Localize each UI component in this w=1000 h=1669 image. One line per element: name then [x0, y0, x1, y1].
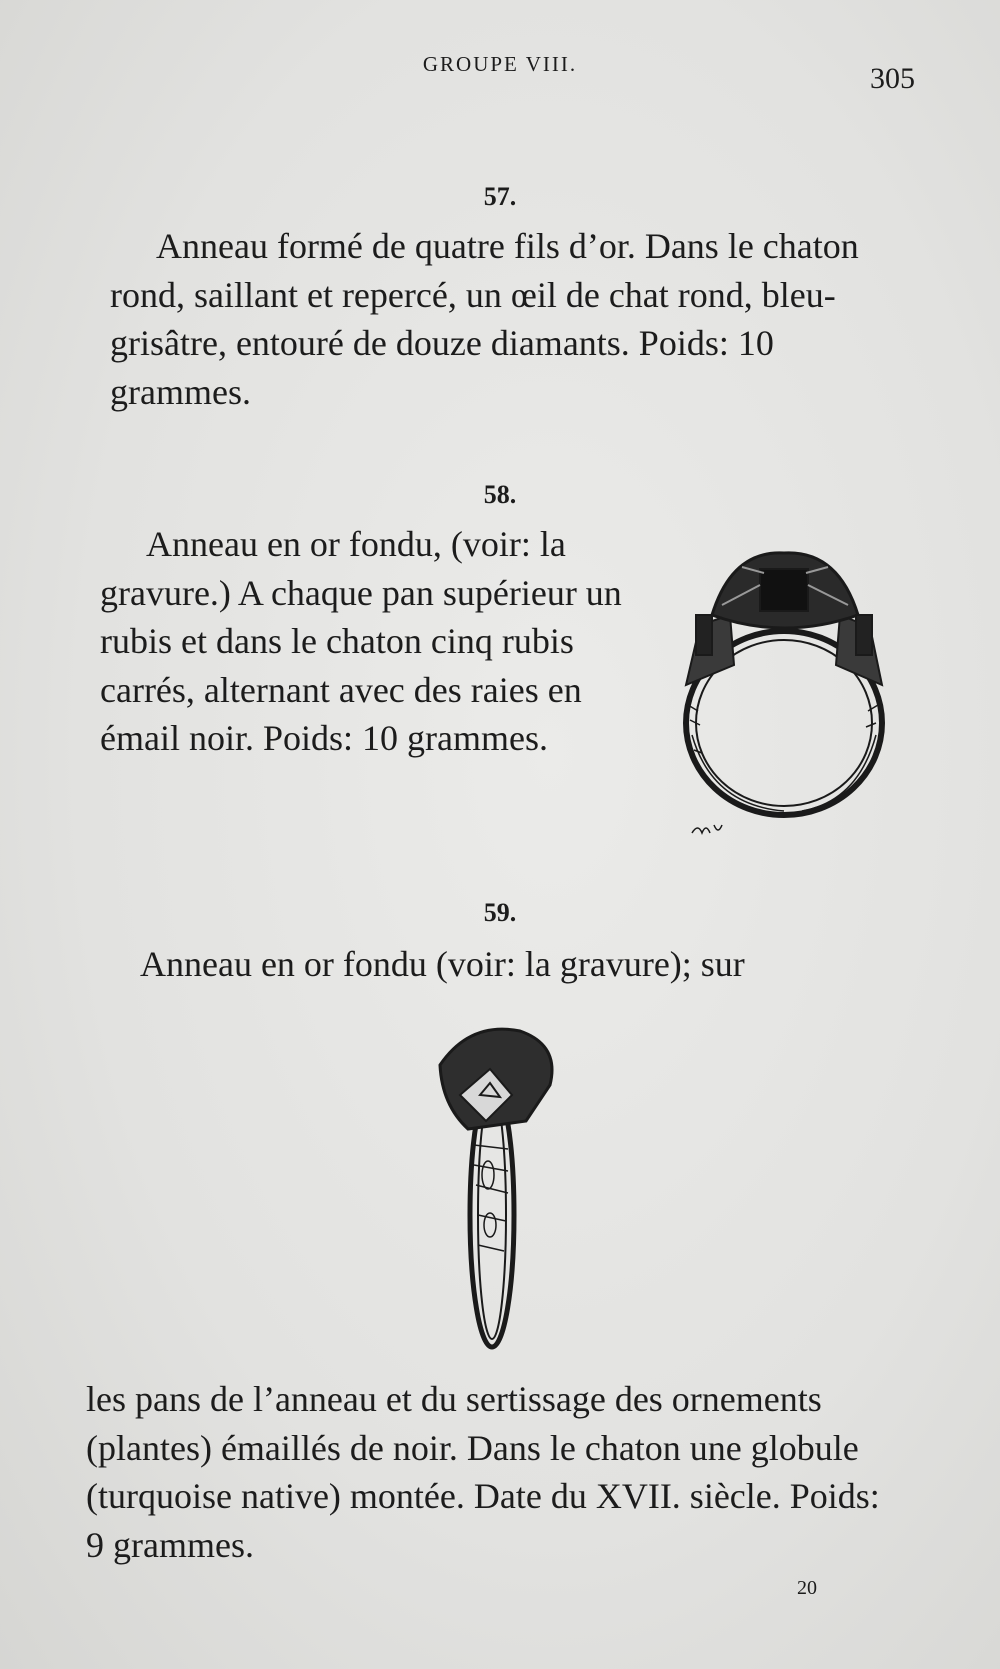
- page-number: 305: [870, 62, 915, 95]
- ring-engraving-58: [652, 545, 912, 855]
- entry-text-57: Anneau formé de quatre fils d’or. Dans le chaton rond, saillant et repercé, un œil de chat rond, bleu-grisâtre, entouré de douze diamants. Poids: 10 grammes.: [110, 226, 859, 412]
- entry-text-59-before-figure: Anneau en or fondu (voir: la gravure); sur: [140, 944, 745, 984]
- running-head: GROUPE VIII.: [422, 52, 578, 76]
- ring-engraving-59: [430, 1025, 580, 1355]
- entry-number-57: 57.: [483, 182, 517, 211]
- signature-mark: 20: [797, 1577, 817, 1599]
- entry-number-58: 58.: [483, 480, 517, 509]
- entry-text-58: Anneau en or fondu, (voir: la gravure.) A chaque pan supérieur un rubis et dans le chaton cinq rubis carrés, alternant avec des raies en émail noir. Poids: 10 grammes.: [100, 524, 622, 758]
- entry-text-59-after-figure: les pans de l’anneau et du sertissage des ornements (plantes) émaillés de noir. Dans le chaton une globule (turquoise native) montée. Date du XVII. siècle. Poids: 9 grammes.: [86, 1379, 880, 1565]
- entry-number-59: 59.: [483, 898, 517, 927]
